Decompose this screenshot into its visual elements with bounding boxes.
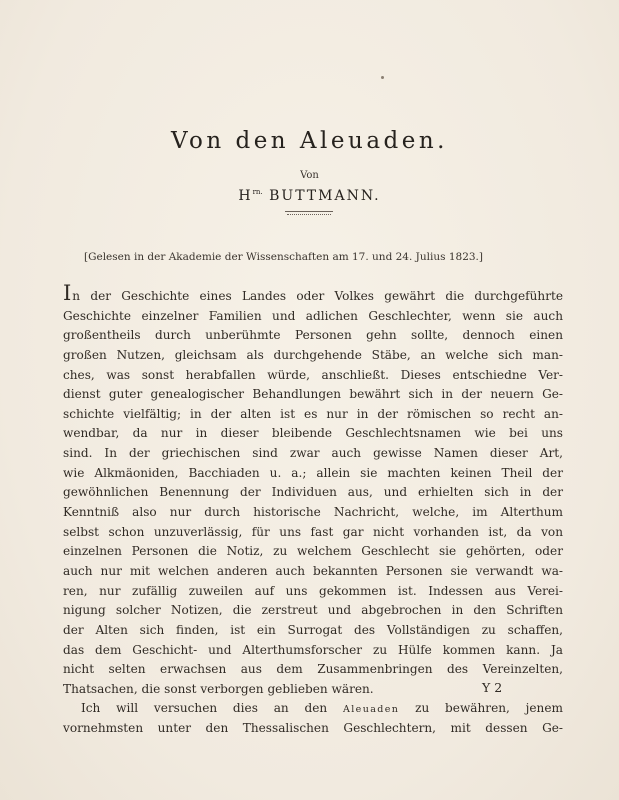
text-line: dienst guter genealogischer Behandlungen bewährt sich in der neuern Ge- — [63, 387, 563, 402]
text-line: wendbar, da nur in dieser bleibende Geschlechtsnamen wie bei uns — [63, 426, 563, 441]
text-line: nicht selten erwachsen aus dem Zusammenbringen des Vereinzelten, — [63, 662, 563, 677]
title-rule-dotted — [287, 214, 331, 215]
text-line-1-rest: n der Geschichte eines Landes oder Volkes gewährt die durchgeführte — [72, 289, 563, 303]
small-caps-name: Aleuaden — [342, 704, 400, 716]
body-text — [63, 281, 563, 739]
text-line: wie Alkmäoniden, Bacchiaden u. a.; allein sie machten keinen Theil der — [63, 465, 563, 480]
text-run: Ich will versuchen dies an den — [81, 701, 328, 716]
byline-von: Von — [300, 170, 319, 181]
author-surname: BUTTMANN. — [269, 188, 381, 204]
text-line-paragraph-end: Thatsachen, die sonst verborgen geblieben wären. — [63, 681, 374, 696]
text-line: schichte vielfältig; in der alten ist es nur in der römischen so recht an- — [63, 406, 563, 421]
drop-cap: I — [63, 281, 72, 305]
reading-note: [Gelesen in der Akademie der Wissenschaften am 17. und 24. Julius 1823.] — [84, 251, 483, 263]
text-line: Geschichte einzelner Familien und adlichen Geschlechter, wenn sie auch — [63, 308, 563, 323]
text-line: das dem Geschicht- und Alterthumsforscher zu Hülfe kommen kann. Ja — [63, 642, 563, 657]
author-name — [0, 188, 619, 204]
text-line: auch nur mit welchen anderen auch bekannten Personen sie verwandt wa- — [63, 563, 563, 578]
text-line: nigung solcher Notizen, die zerstreut und abgebrochen in den Schriften — [63, 603, 563, 618]
text-line: ren, nur zufällig zuweilen auf uns gekommen ist. Indessen aus Verei- — [63, 583, 563, 598]
title-rule — [285, 211, 333, 212]
author-prefix: H — [238, 188, 253, 204]
text-line: selbst schon unzuverlässig, für uns fast gar nicht vorhanden ist, da von — [63, 524, 563, 539]
text-line: ches, was sonst herabfallen würde, anschließt. Dieses entschiedne Ver- — [63, 367, 563, 382]
signature-mark: Y 2 — [482, 680, 503, 695]
text-line: gewöhnlichen Benennung der Individuen aus, und erhielten sich in der — [63, 485, 563, 500]
text-line: Kenntniß also nur durch historische Nachricht, welche, im Alterthum — [63, 505, 563, 520]
text-line: großentheils durch unberühmte Personen gehn sollte, dennoch einen — [63, 328, 563, 343]
ink-speck — [381, 76, 384, 79]
text-line: großen Nutzen, gleichsam als durchgehende Stäbe, an welche sich man- — [63, 347, 563, 362]
text-line: sind. In der griechischen sind zwar auch gewisse Namen dieser Art, — [63, 446, 563, 461]
text-line-1 — [63, 281, 563, 307]
text-line-p2-1 — [63, 699, 563, 719]
text-run: zu bewähren, jenem — [415, 701, 563, 716]
text-line: der Alten sich finden, ist ein Surrogat des Vollständigen zu schaffen, — [63, 622, 563, 637]
text-line: einzelnen Personen die Notiz, zu welchem Geschlecht sie gehörten, oder — [63, 544, 563, 559]
page-title: Von den Aleuaden. — [171, 128, 448, 154]
text-line-p2-2: vornehmsten unter den Thessalischen Geschlechtern, mit dessen Ge- — [63, 721, 563, 736]
author-sup: rn. — [252, 188, 263, 196]
